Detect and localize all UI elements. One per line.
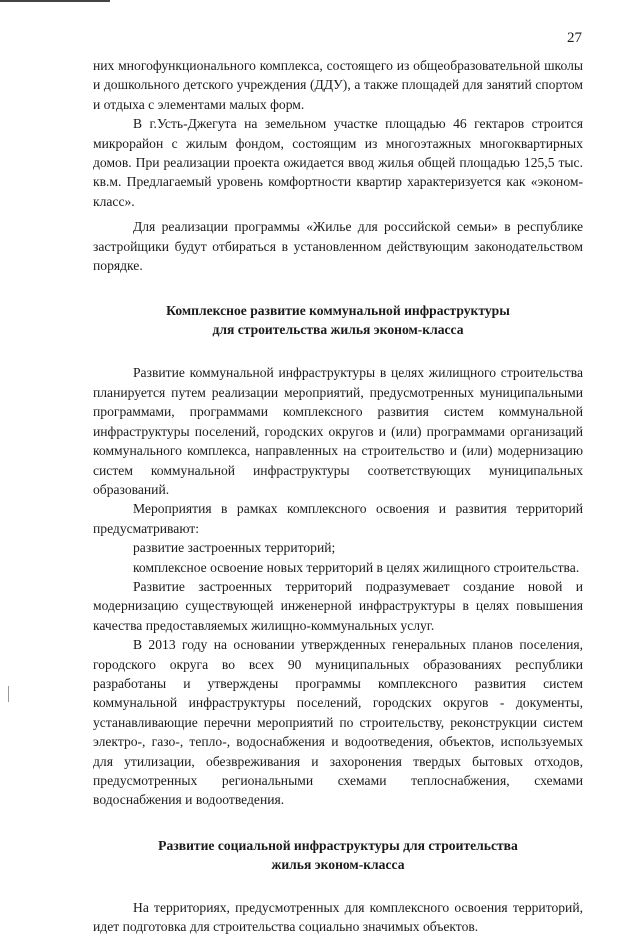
paragraph: Развитие застроенных территорий подразумевает создание новой и модернизацию существующей инженерной инфраструктуры в целях повышения качества предоставляемых жилищно-коммунальных услуг. xyxy=(93,578,583,633)
paragraph: Мероприятия в рамках комплексного освоения и развития территорий предусматривают: xyxy=(93,501,583,536)
paragraph: В г.Усть-Джегута на земельном участке площадью 46 гектаров строится микрорайон с жилым фондом, состоящим из многоэтажных многоквартирных домов. При реализации проекта ожидается ввод жилья общей площадью 125,5 тыс. кв.м. Предлагаемый уровень комфортности квартир характеризуется как «эконом-класс». xyxy=(93,116,583,209)
margin-mark xyxy=(8,686,9,702)
section-heading-line: Развитие социальной инфраструктуры для строительства xyxy=(158,837,518,853)
paragraph: В 2013 году на основании утвержденных генеральных планов поселения, городского округа во всех 90 муниципальных образованиях республики разработаны и утверждены программы комплексного развития систем коммунальной инфраструктуры поселений, городских округов - документы, устанавливающие перечни мероприятий по строительству, реконструкции систем электро-, газо-, тепло-, водоснабжения и водоотведения, объектов, используемых для утилизации, обезвреживания и захоронения твердых бытовых отходов, предусмотренных региональными схемами теплоснабжения, схемами водоснабжения и водоотведения. xyxy=(93,637,583,808)
paragraph: Развитие коммунальной инфраструктуры в целях жилищного строительства планируется путем реализации мероприятий, предусмотренных муниципальными программами, программами комплексного развития систем коммунальной инфраструктуры поселений, городских округов и (или) программами организаций коммунального комплекса, направленных на строительство и (или) модернизацию систем коммунальной инфраструктуры соответствующих муниципальных образований. xyxy=(93,365,583,497)
paragraph: Для реализации программы «Жилье для российской семьи» в республике застройщики будут отбираться в установленном действующим законодательством порядке. xyxy=(93,219,583,274)
section-heading-line: жилья эконом-класса xyxy=(271,856,405,872)
page-number: 27 xyxy=(567,30,582,46)
document-body xyxy=(93,56,583,937)
section-heading-line: для строительства жилья эконом-класса xyxy=(212,322,464,338)
paragraph: комплексное освоение новых территорий в целях жилищного строительства. xyxy=(133,559,580,575)
paragraph: развитие застроенных территорий; xyxy=(133,540,336,556)
paragraph: них многофункционального комплекса, состоящего из общеобразовательной школы и дошкольного детского учреждения (ДДУ), а также площадей для занятий спортом и отдыха с элементами малых форм. xyxy=(93,58,583,112)
section-heading-line: Комплексное развитие коммунальной инфраструктуры xyxy=(166,303,510,319)
section-heading xyxy=(93,301,583,339)
scan-edge-mark xyxy=(0,0,110,2)
paragraph: На территориях, предусмотренных для комплексного освоения территорий, идет подготовка для строительства социально значимых объектов. xyxy=(93,899,583,935)
section-heading xyxy=(93,836,583,874)
